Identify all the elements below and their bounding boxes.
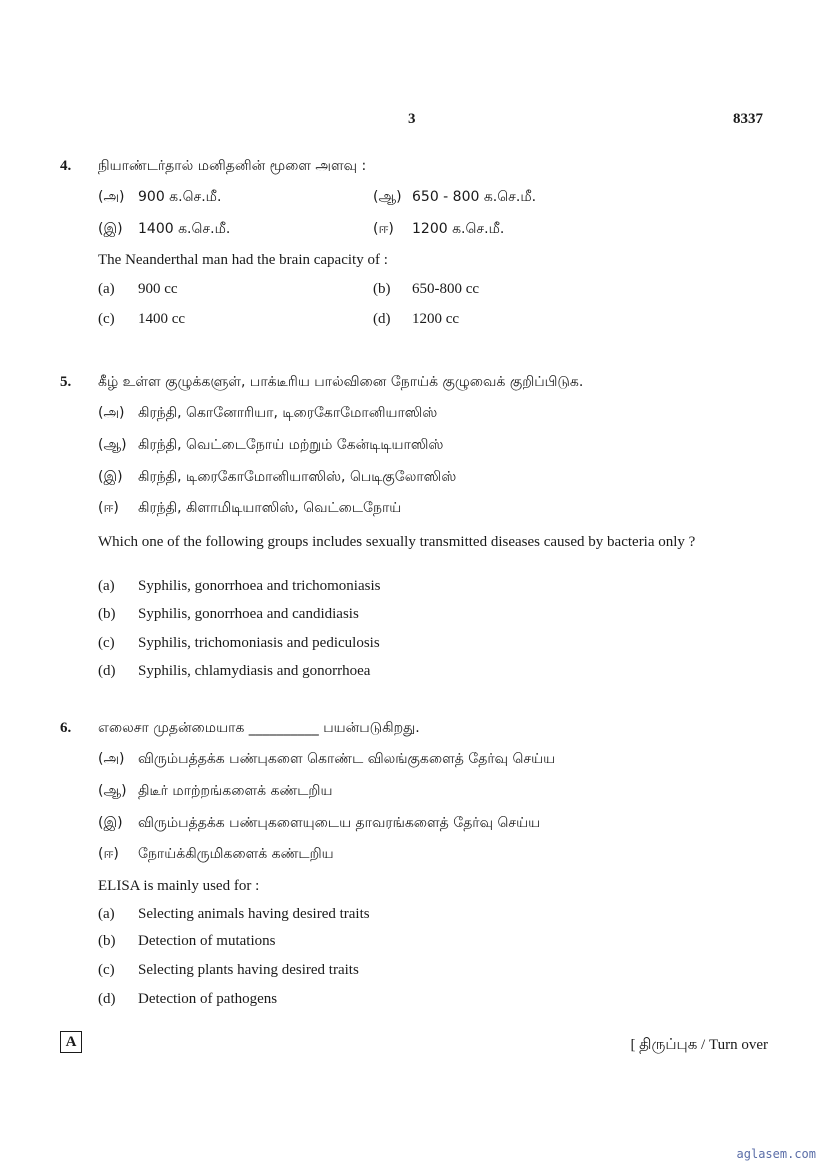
tamil-option-label: (அ) — [98, 189, 125, 205]
tamil-option-text: திடீர் மாற்றங்களைக் கண்டறிய — [138, 783, 333, 799]
english-option-label: (a) — [98, 906, 115, 922]
english-option-label: (c) — [98, 311, 115, 327]
tamil-option-label: (இ) — [98, 221, 123, 237]
tamil-option-label: (ஈ) — [98, 500, 119, 516]
english-question: Which one of the following groups includes sexually transmitted diseases caused by bacteria only ? — [98, 534, 696, 550]
english-option-text: 900 cc — [138, 281, 178, 297]
english-option-text: Syphilis, gonorrhoea and candidiasis — [138, 606, 359, 622]
tamil-option-text: 900 க.செ.மீ. — [138, 189, 222, 205]
english-option-label: (d) — [98, 663, 116, 679]
watermark: aglasem.com — [736, 1147, 816, 1161]
tamil-option-label: (இ) — [98, 469, 123, 485]
english-option-label: (a) — [98, 281, 115, 297]
tamil-option-label: (ஈ) — [98, 846, 119, 862]
english-option-label: (a) — [98, 578, 115, 594]
tamil-option-label: (அ) — [98, 751, 125, 767]
tamil-option-text: கிரந்தி, கொனோரியா, டிரைகோமோனியாஸிஸ் — [138, 405, 438, 421]
tamil-option-label: (ஆ) — [373, 189, 402, 205]
tamil-option-text: கிரந்தி, கிளாமிடியாஸிஸ், வெட்டைநோய் — [138, 500, 402, 516]
english-option-text: 1400 cc — [138, 311, 186, 327]
tamil-question: கீழ் உள்ள குழுக்களுள், பாக்டீரிய பால்வினை நோய்க் குழுவைக் குறிப்பிடுக. — [98, 374, 584, 390]
tamil-option-label: (ஆ) — [98, 437, 127, 453]
tamil-question: நியாண்டர்தால் மனிதனின் மூளை அளவு : — [98, 158, 367, 174]
english-option-label: (d) — [373, 311, 391, 327]
tamil-option-text: கிரந்தி, வெட்டைநோய் மற்றும் கேன்டிடியாஸிஸ் — [138, 437, 444, 453]
english-option-text: Detection of pathogens — [138, 991, 278, 1007]
tamil-option-text: விரும்பத்தக்க பண்புகளை கொண்ட விலங்குகளைத் தேர்வு செய்ய — [138, 751, 556, 767]
tamil-option-label: (ஆ) — [98, 783, 127, 799]
english-option-label: (b) — [98, 606, 116, 622]
english-option-text: Selecting animals having desired traits — [138, 906, 370, 922]
tamil-option-label: (அ) — [98, 405, 125, 421]
tamil-option-text: 1400 க.செ.மீ. — [138, 221, 231, 237]
english-option-label: (d) — [98, 991, 116, 1007]
tamil-option-text: விரும்பத்தக்க பண்புகளையுடைய தாவரங்களைத் தேர்வு செய்ய — [138, 815, 541, 831]
tamil-option-text: கிரந்தி, டிரைகோமோனியாஸிஸ், பெடிகுலோஸிஸ் — [138, 469, 457, 485]
question-number: 4. — [60, 158, 72, 174]
question-number: 6. — [60, 720, 72, 736]
tamil-option-text: 1200 க.செ.மீ. — [412, 221, 505, 237]
english-option-text: Syphilis, chlamydiasis and gonorrhoea — [138, 663, 371, 679]
english-option-text: Detection of mutations — [138, 933, 276, 949]
english-option-text: Syphilis, trichomoniasis and pediculosis — [138, 635, 380, 651]
tamil-option-text: நோய்க்கிருமிகளைக் கண்டறிய — [138, 846, 334, 862]
paper-code: 8337 — [733, 111, 763, 127]
english-question: ELISA is mainly used for : — [98, 878, 260, 894]
english-option-label: (c) — [98, 962, 115, 978]
tamil-question: எலைசா முதன்மையாக __________ பயன்படுகிறது. — [98, 720, 420, 736]
english-option-text: Syphilis, gonorrhoea and trichomoniasis — [138, 578, 381, 594]
tamil-option-label: (இ) — [98, 815, 123, 831]
series-badge: A — [60, 1031, 82, 1053]
english-option-text: Selecting plants having desired traits — [138, 962, 359, 978]
tamil-option-text: 650 - 800 க.செ.மீ. — [412, 189, 537, 205]
english-option-label: (b) — [98, 933, 116, 949]
english-option-text: 650-800 cc — [412, 281, 480, 297]
english-option-label: (c) — [98, 635, 115, 651]
question-number: 5. — [60, 374, 72, 390]
english-question: The Neanderthal man had the brain capacity of : — [98, 252, 388, 268]
english-option-text: 1200 cc — [412, 311, 460, 327]
english-option-label: (b) — [373, 281, 391, 297]
page-number: 3 — [408, 111, 416, 127]
tamil-option-label: (ஈ) — [373, 221, 394, 237]
turn-over-label: [ திருப்புக / Turn over — [630, 1037, 768, 1053]
